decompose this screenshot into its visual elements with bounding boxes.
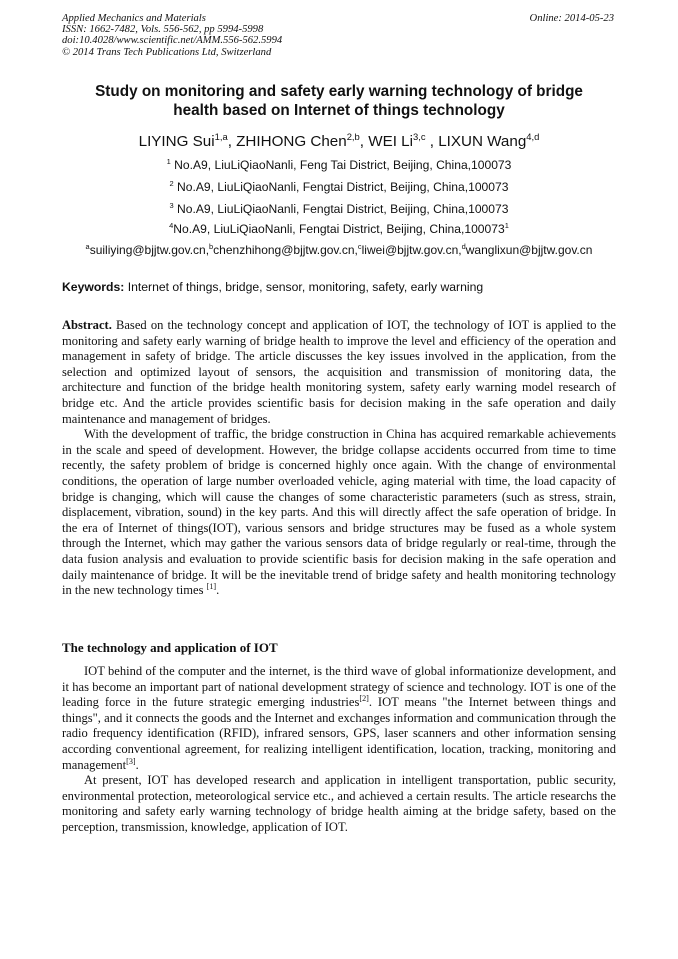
iot-section-body xyxy=(62,664,616,836)
email-a: $^a$suiliying@bjjtw.gov.cn, xyxy=(85,242,210,257)
abstract-paragraph: Abstract. Based on the technology concept and application of IOT, the technology of IOT is applied to the monitoring and safety early warning of bridge health to improve the level and efficiency of the operation and management in safety of bridge. The article discusses the key issues involved in the application, from the selection and optimized layout of sensors, the acquisition and transmission of monitoring data, the architecture and function of the bridge health monitoring system, safety early warning model research of bridge etc. And the article provides scientific basis for decision making in the safe operation and daily maintenance and management of bridges. xyxy=(62,318,616,426)
section-heading: The technology and application of IOT xyxy=(62,640,278,655)
keywords xyxy=(62,280,483,294)
affiliation-4: $^4$No.A9, LiuLiQiaoNanli, Fengtai District, Beijing, China,100073$^1$ xyxy=(169,221,509,237)
email-c: $^c$liwei@bjjtw.gov.cn, xyxy=(357,242,462,257)
iot-paragraph-1: IOT behind of the computer and the internet, is the third wave of global informationize development, and it has become an important part of national development strategy of science and technology. IOT is one of the leading force in the future strategic emerging industries[2]. IOT means "the Internet between things and things", and it connects the goods and the Internet and exchanges information and communication through the radio frequency identification (RFID), infrared sensors, GPS, laser scanners and other information sensing according conventional agreement, for realizing intelligent identification, location, tracking, monitoring and management[3]. xyxy=(62,664,616,772)
paper-title xyxy=(62,82,616,120)
citation-ref: [3] xyxy=(126,756,136,766)
affiliation-3: $^3$ No.A9, LiuLiQiaoNanli, Fengtai District, Beijing, China,100073 xyxy=(169,201,509,217)
citation-ref: [1] xyxy=(206,581,217,591)
keywords-text: Internet of things, bridge, sensor, monitoring, safety, early warning xyxy=(124,280,484,294)
iot-paragraph-2: At present, IOT has developed research and application in intelligent transportation, public security, environmental protection, meteorological service etc., and achieved a certain results. The article researchs the monitoring and safety early warning technology of bridge health aiming at the bridge safety, based on the perception, transmission, knowledge, application of IOT. xyxy=(62,773,616,834)
keywords-label: Keywords: xyxy=(62,280,125,294)
copyright-line: © 2014 Trans Tech Publications Ltd, Switzerland xyxy=(62,46,272,58)
author: LIXUN Wang$^{4,d}$ xyxy=(438,131,540,151)
affiliation-1: $^1$ No.A9, LiuLiQiaoNanli, Feng Tai District, Beijing, China,100073 xyxy=(166,157,512,173)
intro-paragraph: With the development of traffic, the bridge construction in China has acquired remarkable achievements in the scale and speed of development. However, the bridge collapse accidents occurred from time to time recently, the safety problem of bridge is concerned highly once again. With the change of environmental conditions, the operation of large number overloaded vehicle, aging material with time, the load capacity of bridge is changing, which will cause the changes of some characteristic parameters (such as stress, strain, displacement, vibration, sound) in the key parts. And this will directly affect the safe operation of bridge. In the era of Internet of things(IOT), various sensors and bridge structures may be fused as a whole system through the Internet, which may gather the various sensors data of bridge regularly or real-time, through the data fusion analysis and evaluation to provide scientific basis for decision making in the safe operation and daily maintenance of bridge. It will be the inevitable trend of bridge safety and health monitoring technology in the new technology times [1]. xyxy=(62,427,616,598)
author: ZHIHONG Chen$^{2,b}$, xyxy=(236,131,369,151)
title-line-2: health based on Internet of things technology xyxy=(173,102,505,119)
email-d: $^d$wanglixun@bjjtw.gov.cn xyxy=(461,242,593,257)
author: WEI Li$^{3,c}$ , xyxy=(368,131,439,151)
abstract-section xyxy=(62,318,616,599)
doi-line: doi:10.4028/www.scientific.net/AMM.556-562.5994 xyxy=(62,35,283,47)
email-b: $^b$chenzhihong@bjjtw.gov.cn, xyxy=(209,242,358,257)
title-line-1: Study on monitoring and safety early warning technology of bridge xyxy=(95,83,583,100)
author-emails xyxy=(62,242,616,257)
author: LIYING Sui$^{1,a}$, xyxy=(138,131,237,151)
citation-ref: [2] xyxy=(359,694,369,704)
journal-name: Applied Mechanics and Materials xyxy=(62,13,206,24)
affiliation-2: $^2$ No.A9, LiuLiQiaoNanli, Fengtai District, Beijing, China,100073 xyxy=(169,179,509,195)
journal-header xyxy=(62,13,282,58)
online-date: Online: 2014-05-23 xyxy=(529,13,614,24)
abstract-label: Abstract. xyxy=(62,318,112,332)
author-list xyxy=(62,131,616,150)
issn-line: ISSN: 1662-7482, Vols. 556-562, pp 5994-5998 xyxy=(62,24,264,36)
